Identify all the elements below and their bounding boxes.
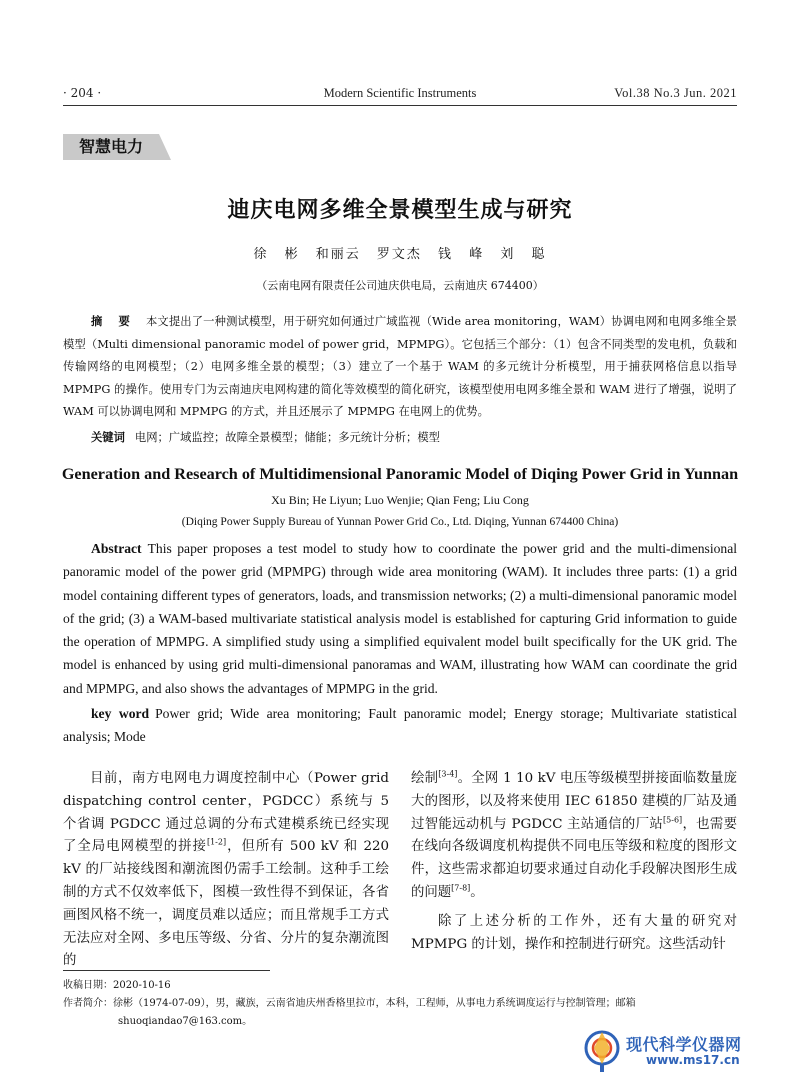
citation: [7-8] xyxy=(451,883,471,893)
abstract-cn-text: 本文提出了一种测试模型，用于研究如何通过广域监视（Wide area monitoring，WAM）协调电网和电网多维全景模型（Multi dimensional panoramic model of power grid，MPMPG）。它包括三个部分：（1）包含不同类型的发电机，负载和传输网络的电网模型；（2）电网多维全景的模型；（3）建立了一个基于 WAM 的多元统计分析模型，用于捕获网格信息以指导 MPMPG 的操作。使用专门为云南迪庆电网构建的简化等效模型的简化研究，该模型使用电网多维全景和 WAM 进行了增强，说明了 WAM 可以协调电网和 MPMPG 的方式，并且还展示了 MPMPG 在电网上的优势。 xyxy=(63,315,737,419)
keywords-en-label: key word xyxy=(91,706,150,721)
title-cn: 迪庆电网多维全景模型生成与研究 xyxy=(227,198,573,223)
title-en: Generation and Research of Multidimensional Panoramic Model of Diqing Power Grid in Yunnan xyxy=(61,465,739,483)
section-tag-tail xyxy=(159,134,171,160)
body-right-text-4: 。 xyxy=(470,884,484,900)
keywords-en xyxy=(63,702,737,749)
page-number: · 204 · xyxy=(63,86,102,100)
body-right-paragraph-1 xyxy=(411,768,737,905)
body-right-paragraph-2: 除了上述分析的工作外，还有大量的研究对 MPMPG 的计划，操作和控制进行研究。这些活动针 xyxy=(411,913,737,952)
keywords-en-text: Power grid; Wide area monitoring; Fault panoramic model; Energy storage; Multivariate statistical analysis; Mode xyxy=(63,706,737,745)
citation: [1-2] xyxy=(206,837,227,847)
journal-name: Modern Scientific Instruments xyxy=(323,86,477,100)
watermark xyxy=(580,1028,790,1074)
affiliation-en: (Diqing Power Supply Bureau of Yunnan Power Grid Co., Ltd. Diqing, Yunnan 674400 China) xyxy=(181,516,619,528)
body-right-text-1: 绘制 xyxy=(411,771,439,786)
footnote-rule xyxy=(63,970,270,971)
body-left-text-1: 目前，南方电网电力调度控制中心（Power grid dispatching control center，PGDCC）系统与 5 个省调 PGDCC 通过总调的分布式建模系统已经实现了全局电网模型的拼接 xyxy=(63,771,389,855)
watermark-logo-icon xyxy=(580,1028,624,1074)
body-left-column xyxy=(63,768,389,973)
received-date: 收稿日期：2020-10-16 xyxy=(63,980,171,991)
volume-info: Vol.38 No.3 Jun. 2021 xyxy=(614,86,737,100)
abstract-en-text: This paper proposes a test model to study how to coordinate the power grid and the multi-dimensional panoramic model of the power grid (MPMPG) through wide area monitoring (WAM). It includes three parts: (1) a grid model containing different types of generators, loads, and transmission networks; (2) a multi-dimensional panoramic model of the grid; (3) a WAM-based multivariate statistical analysis model is established for capturing Grid information to guide the operation of MPMPG. A simplified study using a simplified equivalent model built specifically for the UK grid. The model is enhanced by using grid multi-dimensional panoramas and WAM, illustrating how WAM can coordinate the grid and MPMPG, and also shows the advantages of MPMPG in the grid. xyxy=(63,541,737,696)
body-right-text-2: 。全网 1 10 kV 电压等级模型拼接面临数量庞大的图形，以及将来使用 IEC 61850 建模的厂站及通过智能远动机与 PGDCC 主站通信的厂站 xyxy=(411,771,737,832)
abstract-en-label: Abstract xyxy=(91,541,142,556)
author-email: shuoqiandao7@163.com。 xyxy=(118,1016,253,1027)
header-rule xyxy=(63,105,737,106)
keywords-cn-text: 电网；广域监控；故障全景模型；储能；多元统计分析；模型 xyxy=(134,431,440,444)
abstract-cn-label: 摘 要 xyxy=(91,315,136,328)
author-bio: 作者简介：徐彬（1974-07-09），男，藏族，云南省迪庆州香格里拉市，本科，工程师，从事电力系统调度运行与控制管理；邮箱 xyxy=(63,998,636,1009)
authors-cn: 徐 彬 和丽云 罗文杰 钱 峰 刘 聪 xyxy=(253,247,547,262)
body-right-column xyxy=(411,768,737,956)
body-right-text-3: ，也需要在线向各级调度机构提供不同电压等级和粒度的图形文件，这些需求都迫切要求通过自动化手段解决图形生成的问题 xyxy=(411,816,737,900)
body-left-text-2: ，但所有 500 kV 和 220 kV 的厂站接线图和潮流图仍需手工绘制。这种手工绘制的方式不仅效率低下，图模一致性得不到保证，各省画图风格不统一，调度员难以适应；而且常规手工方式无法应对全网、多电压等级、分省、分片的复杂潮流图的 xyxy=(63,839,389,969)
citation: [3-4] xyxy=(438,769,458,779)
abstract-cn xyxy=(63,311,737,424)
affiliation-cn: （云南电网有限责任公司迪庆供电局，云南迪庆 674400） xyxy=(256,279,544,292)
abstract-en xyxy=(63,537,737,700)
watermark-name: 现代科学仪器网 xyxy=(626,1035,742,1054)
authors-en: Xu Bin; He Liyun; Luo Wenjie; Qian Feng; Liu Cong xyxy=(271,493,529,507)
watermark-url: www.ms17.cn xyxy=(646,1053,740,1067)
keywords-cn-label: 关键词 xyxy=(91,431,125,444)
keywords-cn xyxy=(63,429,737,445)
citation: [5-6] xyxy=(663,815,683,825)
section-tag: 智慧电力 xyxy=(63,134,159,160)
